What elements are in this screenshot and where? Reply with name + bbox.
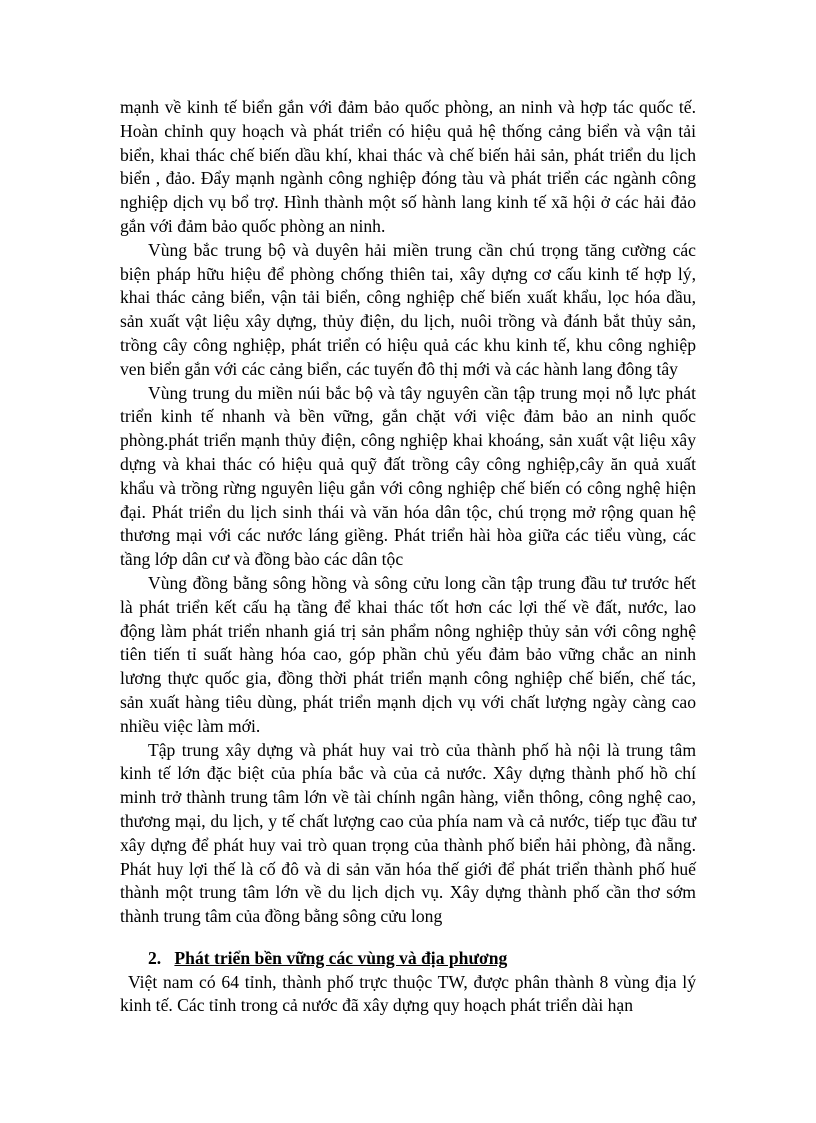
paragraph-river-deltas: Vùng đồng bằng sông hồng và sông cửu long cần tập trung đầu tư trước hết là phát triển kết cấu hạ tầng để khai thác tốt hơn các lợi thế về đất, nước, lao động làm phát triển nhanh giá trị sản phẩm nông nghiệp thủy sản với công nghệ tiên tiến tỉ suất hàng hóa cao, góp phần chủ yếu đảm bảo vững chắc an ninh lương thực quốc gia, đồng thời phát triển mạnh công nghiệp chế biến, chế tác, sản xuất hàng tiêu dùng, phát triển mạnh dịch vụ với chất lượng ngày càng cao nhiều việc làm mới. <box>120 572 696 736</box>
document-page <box>120 96 696 1018</box>
section-title: Phát triển bền vững các vùng và địa phương <box>174 947 508 968</box>
paragraph-major-cities: Tập trung xây dựng và phát huy vai trò của thành phố hà nội là trung tâm kinh tế lớn đặc biệt của phía bắc và của cả nước. Xây dựng thành phố hồ chí minh trở thành trung tâm lớn về tài chính ngân hàng, viễn thông, công nghệ cao, thương mại, du lịch, y tế chất lượng cao của phía nam và cả nước, tiếp tục đầu tư xây dựng để phát huy vai trò quan trọng của thành phố biển hải phòng, đà nẵng. Phát huy lợi thế là cố đô và di sản văn hóa thế giới để phát triển thành phố huế thành một trung tâm lớn về du lịch dịch vụ. Xây dựng thành phố cần thơ sớm thành trung tâm của đồng bằng sông cửu long <box>120 739 696 927</box>
section-number: 2. <box>148 947 162 968</box>
section-heading <box>148 947 696 971</box>
paragraph-provinces: Việt nam có 64 tỉnh, thành phố trực thuộc TW, được phân thành 8 vùng địa lý kinh tế. Các tỉnh trong cả nước đã xây dựng quy hoạch phát triển dài hạn <box>120 971 696 1016</box>
paragraph-marine-economy: mạnh về kinh tế biển gắn với đảm bảo quốc phòng, an ninh và hợp tác quốc tế. Hoàn chỉnh quy hoạch và phát triển có hiệu quả hệ thống cảng biển và vận tải biển, khai thác chế biến dầu khí, khai thác và chế biến hải sản, phát triển du lịch biển , đảo. Đẩy mạnh ngành công nghiệp đóng tàu và phát triển các ngành công nghiệp dịch vụ bổ trợ. Hình thành một số hành lang kinh tế xã hội ở các hải đảo gắn với đảm bảo quốc phòng an ninh. <box>120 97 696 236</box>
paragraph-north-central-coast: Vùng bắc trung bộ và duyên hải miền trung cần chú trọng tăng cường các biện pháp hữu hiệu để phòng chống thiên tai, xây dựng cơ cấu kinh tế hợp lý, khai thác cảng biển, vận tải biển, công nghiệp chế biến xuất khẩu, lọc hóa dầu, sản xuất vật liệu xây dựng, thủy điện, du lịch, nuôi trồng và đánh bắt thủy sản, trồng cây công nghiệp, phát triển có hiệu quả các khu kinh tế, khu công nghiệp ven biển gắn với các cảng biển, các tuyến đô thị mới và các hành lang đông tây <box>120 239 696 379</box>
paragraph-midlands-highlands: Vùng trung du miền núi bắc bộ và tây nguyên cần tập trung mọi nỗ lực phát triển kinh tế nhanh và bền vững, gắn chặt với việc đảm bảo an ninh quốc phòng.phát triển mạnh thủy điện, công nghiệp khai khoáng, sản xuất vật liệu xây dựng và khai thác có hiệu quả quỹ đất trồng cây công nghiệp,cây ăn quả xuất khẩu và trồng rừng nguyên liệu gắn với công nghiệp chế biến có công nghệ hiện đại. Phát triển du lịch sinh thái và văn hóa dân tộc, chú trọng mở rộng quan hệ thương mại với các nước láng giềng. Phát triển hài hòa giữa các tiểu vùng, các tầng lớp dân cư và đồng bào các dân tộc <box>120 382 696 570</box>
